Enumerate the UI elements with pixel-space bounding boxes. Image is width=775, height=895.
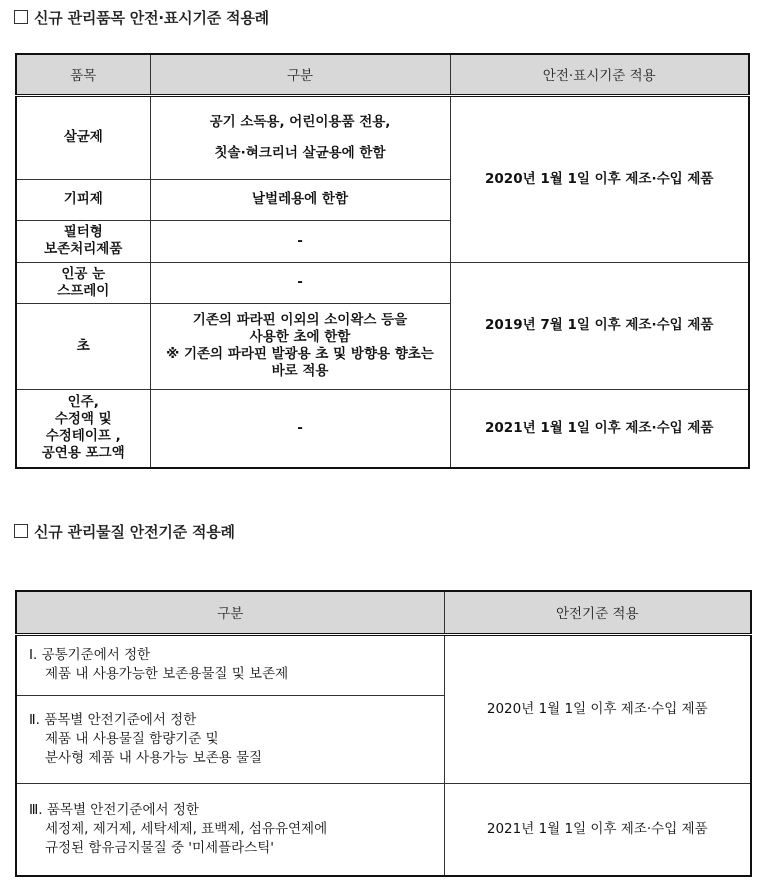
category-cell [16,695,444,783]
header-item: 품목 [16,54,150,95]
category-line: 제품 내 사용물질 함량기준 및 [45,730,219,747]
apply-cell: 2020년 1월 1일 이후 제조·수입 제품 [444,634,751,783]
item-line: 스프레이 [57,282,110,299]
substance-standards-table [15,590,752,877]
category-line: 사용한 초에 한함 [249,329,351,345]
header-apply: 안전·표시기준 적용 [450,54,749,95]
item-cell: 살균제 [16,95,150,179]
product-standards-table [15,53,750,469]
category-line: 규정된 함유금지물질 중 '미세플라스틱' [45,839,274,856]
item-line: 인공 눈 [61,265,106,282]
apply-cell: 2020년 1월 1일 이후 제조·수입 제품 [450,95,749,262]
table-row [16,783,751,876]
table-row [16,389,749,468]
item-cell: 기피제 [16,179,150,220]
category-line: 제품 내 사용가능한 보존용물질 및 보존제 [45,666,289,682]
category-line: 분사형 제품 내 사용가능 보존용 물질 [45,749,263,766]
category-line: Ⅱ. 품목별 안전기준에서 정한 [29,711,197,728]
table-row [16,95,749,179]
category-note: 바로 적용 [271,363,329,379]
category-cell [16,634,444,695]
category-cell: - [150,389,450,468]
section1-heading [14,7,269,28]
category-line: Ⅰ. 공통기준에서 정한 [29,647,151,663]
category-cell [150,303,450,389]
section1-heading-text: 신규 관리품목 안전·표시기준 적용례 [34,9,269,27]
apply-cell: 2021년 1월 1일 이후 제조·수입 제품 [450,389,749,468]
section2-heading-text: 신규 관리물질 안전기준 적용례 [34,523,235,541]
category-cell [150,95,450,179]
category-line: Ⅲ. 품목별 안전기준에서 정한 [29,801,199,818]
table-row [16,634,751,695]
item-line: 수정액 및 [54,411,112,428]
header-category: 구분 [16,591,444,634]
item-cell: 초 [16,303,150,389]
item-line: 필터형 [63,224,103,240]
category-line: 칫솔·혀크리너 살균용에 한함 [214,144,386,161]
category-cell: - [150,262,450,303]
category-line: 공기 소독용, 어린이용품 전용, [209,113,391,130]
item-line: 보존처리제품 [44,241,123,257]
item-cell [16,389,150,468]
square-bullet-icon [14,10,28,24]
item-cell [16,262,150,303]
category-cell: - [150,220,450,262]
category-note: ※ 기존의 파라핀 발광용 초 및 방향용 향초는 [166,346,434,362]
apply-cell: 2021년 1월 1일 이후 제조·수입 제품 [444,783,751,876]
square-bullet-icon [14,524,28,538]
item-line: 인주, [67,394,99,411]
item-line: 공연용 포그액 [41,445,125,462]
item-line: 수정테이프 , [45,428,121,445]
header-apply: 안전기준 적용 [444,591,751,634]
category-cell [16,783,444,876]
category-cell: 날벌레용에 한함 [150,179,450,220]
section2-heading [14,521,235,542]
category-line: 세정제, 제거제, 세탁세제, 표백제, 섬유유연제에 [45,820,328,837]
table-row [16,262,749,303]
item-cell [16,220,150,262]
category-line: 기존의 파라핀 이외의 소이왁스 등을 [192,312,408,328]
apply-cell: 2019년 7월 1일 이후 제조·수입 제품 [450,262,749,389]
header-category: 구분 [150,54,450,95]
